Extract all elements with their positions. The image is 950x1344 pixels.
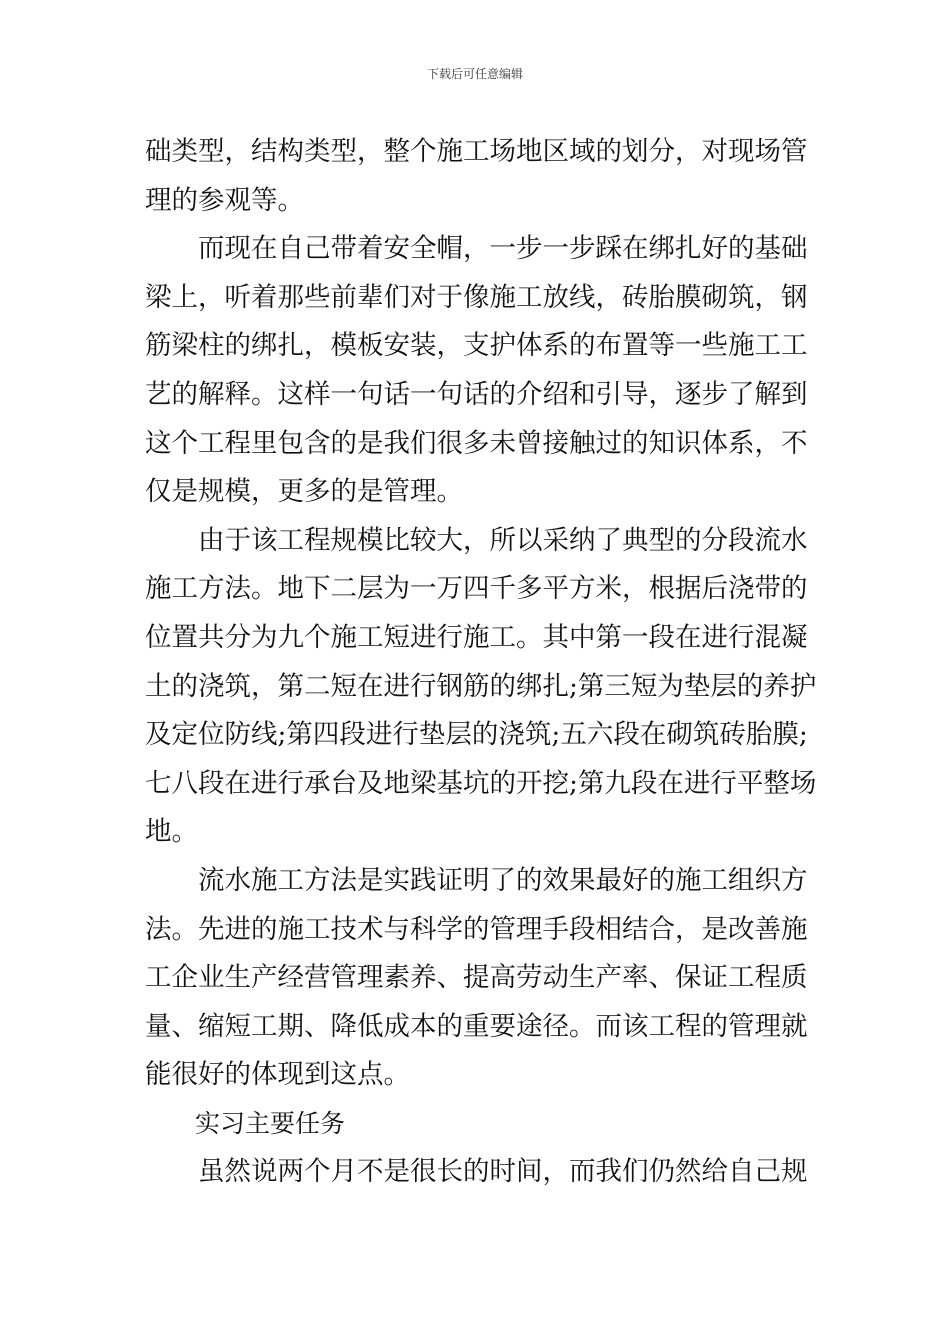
page-header: 下载后可任意编辑: [426, 67, 523, 81]
text-line: 七八段在进行承台及地梁基坑的开挖;第九段在进行平整场: [145, 767, 817, 799]
text-line: 能很好的体现到这点。: [145, 1059, 410, 1091]
text-line: 理的参观等。: [145, 184, 304, 216]
text-line: 础类型，结构类型，整个施工场地区域的划分，对现场管: [145, 136, 808, 167]
text-line: 梁上，听着那些前辈们对于像施工放线，砖胎膜砌筑，钢: [145, 281, 808, 313]
paragraph-first-line: 虽然说两个月不是很长的时间，而我们仍然给自己规: [198, 1156, 808, 1188]
text-line: 仅是规模，更多的是管理。: [145, 476, 463, 508]
text-line: 施工方法。地下二层为一万四千多平方米，根据后浇带的: [145, 573, 808, 605]
text-line: 艺的解释。这样一句话一句话的介绍和引导，逐步了解到: [145, 378, 808, 410]
paragraph-first-line: 而现在自己带着安全帽，一步一步踩在绑扎好的基础: [198, 233, 808, 265]
document-body: [145, 128, 817, 1197]
paragraph-first-line: 流水施工方法是实践证明了的效果最好的施工组织方: [198, 864, 808, 896]
text-line: 量、缩短工期、降低成本的重要途径。而该工程的管理就: [145, 1010, 808, 1042]
text-line: 法。先进的施工技术与科学的管理手段相结合，是改善施: [145, 913, 808, 945]
text-line: 及定位防线;第四段进行垫层的浇筑;五六段在砌筑砖胎膜;: [145, 719, 808, 751]
paragraph-first-line: 由于该工程规模比较大，所以采纳了典型的分段流水: [198, 524, 808, 556]
text-line: 筋梁柱的绑扎，模板安装，支护体系的布置等一些施工工: [145, 330, 808, 362]
section-heading: 实习主要任务: [195, 1108, 346, 1138]
text-line: 土的浇筑，第二短在进行钢筋的绑扎;第三短为垫层的养护: [145, 670, 817, 702]
text-line: 地。: [145, 816, 198, 848]
text-line: 工企业生产经营管理素养、提高劳动生产率、保证工程质: [145, 962, 808, 994]
text-line: 位置共分为九个施工短进行施工。其中第一段在进行混凝: [145, 621, 808, 653]
text-line: 这个工程里包含的是我们很多未曾接触过的知识体系，不: [145, 427, 808, 459]
